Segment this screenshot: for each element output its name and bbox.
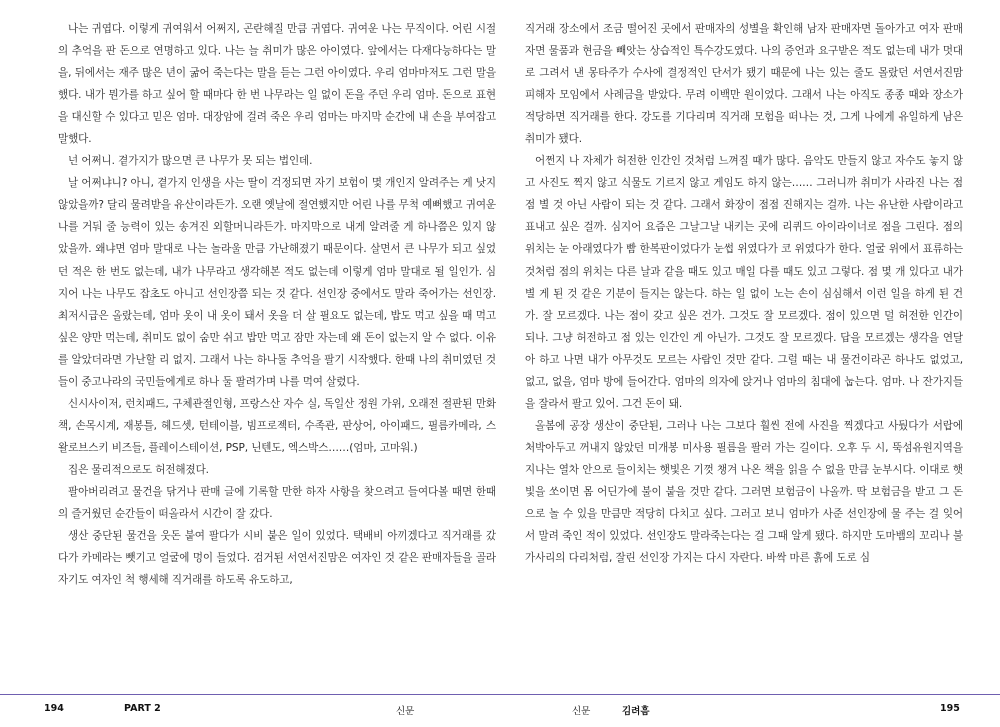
left-page-number: 194 (44, 703, 64, 714)
paragraph: 올봄에 공장 생산이 중단된, 그러나 나는 그보다 훨씬 전에 사진을 찍겠다고 사뒀다가 서랍에 처박아두고 꺼내지 않았던 미개봉 미사용 필름을 팔러 가는 길이다. 오후 두 시, 뚝섬유원지역을 지나는 열차 안으로 들이치는 햇빛은 기껏 챙겨 나온 책을 읽을 수 없을 만큼 눈부시다. 이대로 햇빛을 쏘이면 몸 어딘가에 불이 붙을 것만 같다. 그러면 보험금이 나올까. 딱 보험금을 받고 그 돈으로 놀 수 있을 만큼만 적당히 다치고 싶다. 그러고 보니 엄마가 사준 선인장에 물 주는 걸 잊어서 말려 죽인 적이 있었다. 선인장도 말라죽는다는 걸 그때 알게 됐다. 하지만 도마뱀의 꼬리나 불가사리의 다리처럼, 잘린 선인장 가지는 다시 자란다. 바싹 마른 흙에 도로 심 (525, 419, 963, 565)
paragraph: 생산 중단된 물건을 웃돈 붙여 팔다가 시비 붙은 일이 있었다. 택배비 아끼겠다고 직거래를 갔다가 카메라는 뺏기고 얼굴에 멍이 들었다. 검거된 서연서진맘은 여자인 것 같은 판매자들을 골라 자기도 여자인 척 행세해 직거래를 하도록 유도하고, (58, 530, 496, 587)
author-name: 김려흠 (622, 706, 650, 717)
paragraph: 직거래 장소에서 조금 떨어진 곳에서 판매자의 성별을 확인해 남자 판매자면 돌아가고 여자 판매자면 물품과 현금을 빼앗는 상습적인 특수강도였다. 나의 증언과 요구받은 적도 없는데 내가 멋대로 그려서 낸 몽타주가 수사에 결정적인 단서가 됐기 때문에 나는 있는 줄도 몰랐던 서연서진맘 피해자 모임에서 사례금을 받았다. 무려 이백만 원이었다. 그래서 나는 아직도 종종 때와 장소가 적당하면 직거래를 한다. 강도를 기다리며 직거래 모험을 떠나는 것, 그게 나에게 유일하게 남은 취미가 됐다. (525, 23, 963, 146)
left-page-body (58, 18, 496, 591)
paragraph: 넌 어쩌니. 곁가지가 많으면 큰 나무가 못 되는 법인데. (68, 155, 313, 168)
right-page-number: 195 (940, 703, 960, 714)
left-running-title: 신문 (396, 706, 415, 717)
paragraph: 나는 귀엽다. 이렇게 귀여워서 어쩌지, 곤란해질 만큼 귀엽다. 귀여운 나는 무직이다. 어린 시절의 추억을 판 돈으로 연명하고 있다. 나는 늘 취미가 많은 아이였다. 앞에서는 다재다능하다는 말을, 뒤에서는 재주 많은 년이 굶어 죽는다는 말을 듣는 그런 아이였다. 우리 엄마마저도 그런 말을 했다. 내가 뭔가를 하고 싶어 할 때마다 한 번 나무라는 일 없이 돈을 주던 우리 엄마. 돈으로 표현을 대신할 수 있다고 믿은 엄마. 대장암에 걸려 죽은 우리 엄마는 마지막 순간에 내 손을 부여잡고 말했다. (58, 23, 496, 146)
paragraph: 팔아버리려고 물건을 닦거나 판매 글에 기록할 만한 하자 사항을 찾으려고 들여다볼 때면 한때의 즐거웠던 순간들이 떠올라서 시간이 잘 갔다. (58, 485, 496, 521)
paragraph: 신시사이저, 런치패드, 구체관절인형, 프랑스산 자수 실, 독일산 정원 가위, 오래전 절판된 만화책, 손목시계, 재봉틀, 헤드셋, 턴테이블, 빔프로젝터, 수족관, 판상어, 아이패드, 필름카메라, 스왈로브스키 비즈들, 플레이스테이션, PSP, 닌텐도, 엑스박스……(엄마, 고마워.) (58, 397, 496, 454)
right-running-title: 신문 (572, 706, 591, 717)
paragraph: 집은 물리적으로도 허전해졌다. (68, 463, 209, 476)
paragraph: 날 어쩌냐니? 아니, 곁가지 인생을 사는 딸이 걱정되면 자기 보험이 몇 개인지 알려주는 게 낫지 않았을까? 달리 물려받을 유산이라든가. 오랜 옛날에 절연했지만 어린 나를 무척 예뻐했고 귀여운 나를 거둬 줄 능력이 있는 송겨진 외할머니라든가. 마지막으로 내게 알려줄 게 하나쯤은 있지 않았을까. 왜냐면 엄마 말대로 나는 놀라울 만큼 가난해졌기 때문이다. 살면서 큰 나무가 되고 싶었던 적은 한 번도 없는데, 내가 나무라고 생각해본 적도 없는데 이렇게 엄마 말대로 될 일인가. 심지어 나는 나무도 잡초도 아니고 선인장쯤 되는 것 같다. 선인장 중에서도 말라 죽어가는 선인장. 최저시급은 올랐는데, 엄마 옷이 내 옷이 돼서 옷을 더 살 필요도 없는데, 밥도 먹고 싶을 때 먹고 싶은 양만 먹는데, 취미도 없이 숨만 쉬고 밥만 먹고 잠만 자는데 왜 돈이 없는지 알 수 없다. 이유를 알았더라면 가난할 리 없지. 그래서 나는 하나둘 추억을 팔기 시작했다. 한때 나의 취미였던 것들이 중고나라의 국민들에게로 하나 둘 팔려가며 나를 먹여 살렸다. (58, 177, 496, 388)
part-label: PART 2 (124, 703, 161, 714)
paragraph: 어쩐지 나 자체가 허전한 인간인 것처럼 느껴질 때가 많다. 음악도 만들지 않고 자수도 놓지 않고 사진도 찍지 않고 식물도 기르지 않고 게임도 하지 않는…… 그러니까 취미가 사라진 나는 점점 별 것 아닌 사람이 되는 것 같다. 그래서 화장이 점점 진해지는 걸까. 나는 유난한 사람이라고 표내고 싶은 걸까. 심지어 요즘은 그날그날 내키는 곳에 리퀴드 아이라이너로 점을 그린다. 점의 위치는 눈 아래였다가 빰 한복판이었다가 눈썹 위였다가 코 위였다가 한다. 얼굴 위에서 표류하는 것처럼 점의 위치는 다른 날과 같을 때도 있고 매일 다를 때도 있고 그렇다. 점 몇 개 있다고 내가 별 게 된 것 같은 기분이 들지는 않는다. 하는 일 없이 노는 손이 심심해서 이런 일을 하게 된 건가. 잘 모르겠다. 나는 점이 갖고 싶은 건가. 그것도 잘 모르겠다. 점이 있으면 덜 허전한 인간이 되나. 그냥 허전하고 점 있는 인간인 게 아닌가. 그것도 잘 모르겠다. 답을 모르겠는 생각을 연달아 하고 나면 내가 아무것도 모르는 사람인 것만 같다. 그럴 때는 내 물건이라곤 하나도 없었고, 없고, 없을, 엄마 방에 들어간다. 엄마의 의자에 앉거나 엄마의 침대에 눕는다. 엄마. 나 잔가지들을 잘라서 팔고 있어. 그건 돈이 돼. (525, 155, 963, 410)
right-page-body (525, 18, 963, 569)
footer-rule (0, 694, 1000, 695)
